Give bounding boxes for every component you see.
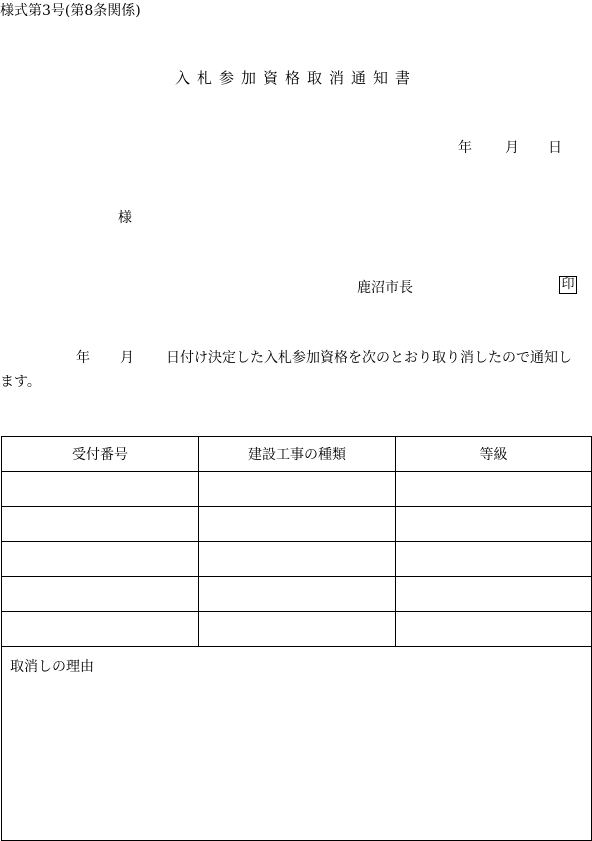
table-cell[interactable] bbox=[2, 577, 199, 612]
body-month-label: 月 bbox=[120, 350, 134, 366]
reason-label: 取消しの理由 bbox=[10, 659, 94, 675]
date-day-label: 日 bbox=[548, 140, 562, 156]
table-row bbox=[2, 472, 592, 507]
table-cell[interactable] bbox=[396, 612, 592, 647]
body-text: 日付け決定した入札参加資格を次のとおり取り消したので通知し bbox=[166, 350, 572, 366]
seal-mark: 印 bbox=[559, 276, 577, 294]
table-cell[interactable] bbox=[199, 577, 396, 612]
table-cell[interactable] bbox=[199, 542, 396, 577]
table-row bbox=[2, 542, 592, 577]
body-line-2: ます。 bbox=[0, 374, 41, 390]
document-title: 入札参加資格取消通知書 bbox=[174, 69, 417, 87]
body-year-label: 年 bbox=[76, 350, 90, 366]
header-receipt-number: 受付番号 bbox=[2, 437, 199, 472]
date-month-label: 月 bbox=[505, 140, 519, 156]
table-cell[interactable] bbox=[199, 472, 396, 507]
addressee-suffix: 様 bbox=[118, 210, 132, 226]
date-year-label: 年 bbox=[458, 140, 472, 156]
reason-row bbox=[2, 647, 592, 841]
table-row bbox=[2, 577, 592, 612]
header-grade: 等級 bbox=[396, 437, 592, 472]
table-cell[interactable] bbox=[396, 507, 592, 542]
reason-cell[interactable] bbox=[2, 647, 592, 841]
table-cell[interactable] bbox=[396, 577, 592, 612]
table-cell[interactable] bbox=[2, 472, 199, 507]
table-row bbox=[2, 507, 592, 542]
table-cell[interactable] bbox=[2, 612, 199, 647]
issuer-name: 鹿沼市長 bbox=[357, 280, 413, 296]
table-cell[interactable] bbox=[199, 612, 396, 647]
form-number: 様式第3号(第8条関係) bbox=[0, 3, 141, 19]
table-cell[interactable] bbox=[396, 472, 592, 507]
table-cell[interactable] bbox=[2, 507, 199, 542]
table-header-row bbox=[2, 437, 592, 472]
table-cell[interactable] bbox=[199, 507, 396, 542]
table-row bbox=[2, 612, 592, 647]
table-cell[interactable] bbox=[2, 542, 199, 577]
header-construction-type: 建設工事の種類 bbox=[199, 437, 396, 472]
cancellation-table bbox=[1, 436, 592, 841]
table-cell[interactable] bbox=[396, 542, 592, 577]
